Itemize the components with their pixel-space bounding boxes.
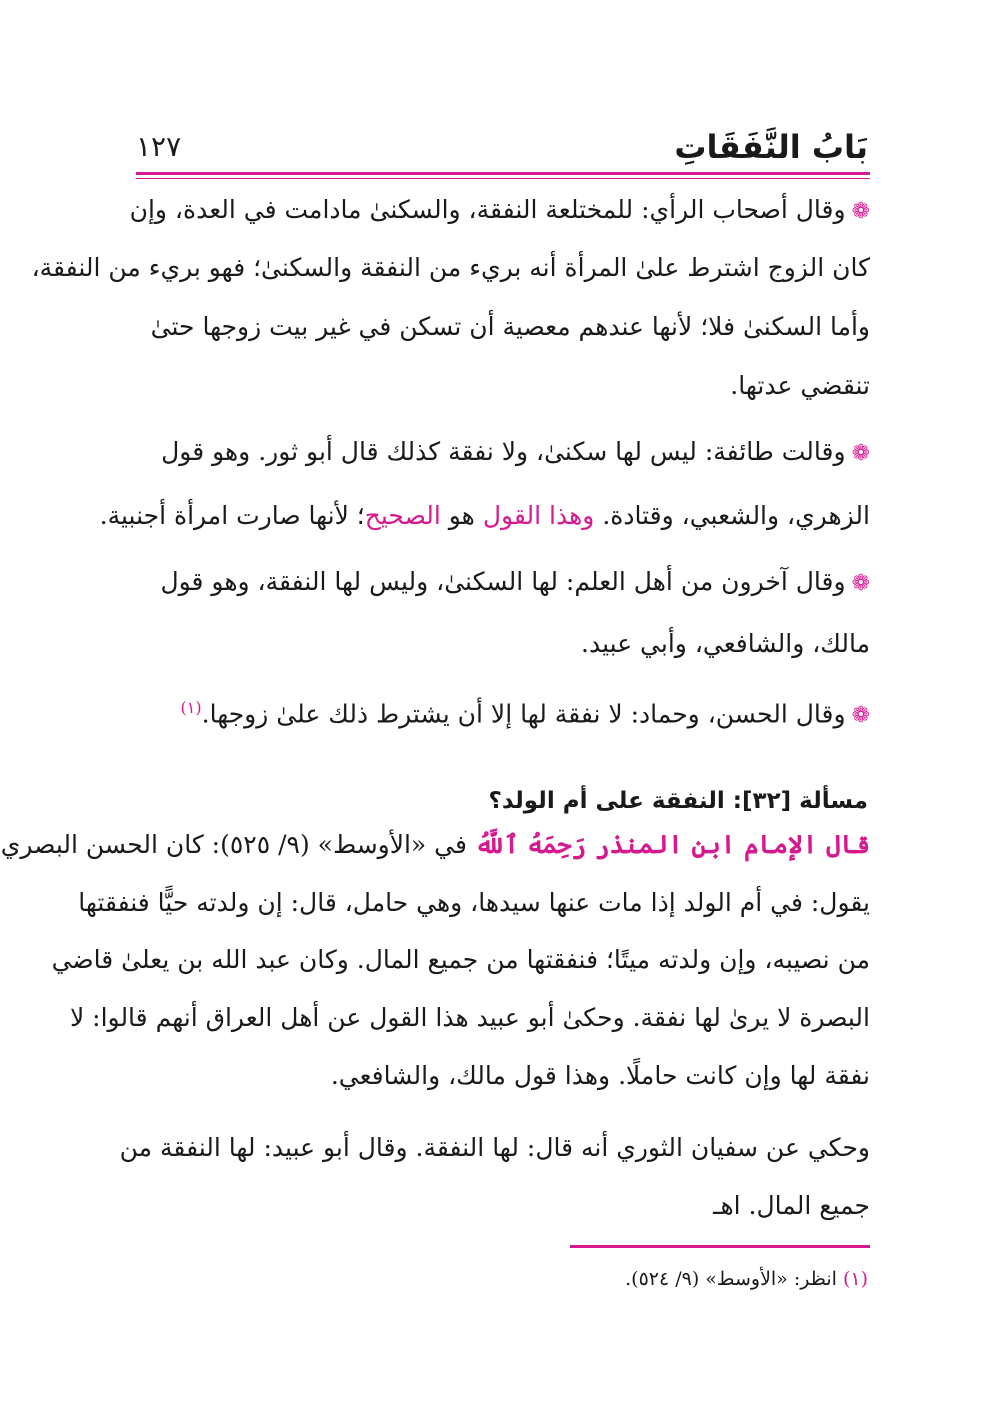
page-number: ١٢٧ <box>136 130 182 163</box>
section-line7: جميع المال. اهـ <box>713 1191 870 1220</box>
section-line1 <box>0 825 870 865</box>
flower-bullet-icon: ❁ <box>851 571 870 596</box>
p1-line2: كان الزوج اشترط علىٰ المرأة أنه بريء من النفقة والسكنىٰ؛ فهو بريء من النفقة، <box>31 253 870 282</box>
header-rule-thin <box>136 178 870 179</box>
section-line3: من نصيبه، وإن ولدته ميتًا؛ فنفقتها من جميع المال. وكان عبد الله بن يعلىٰ قاضي <box>51 945 870 974</box>
flower-bullet-icon: ❁ <box>851 703 870 729</box>
footnote-rule <box>570 1245 870 1248</box>
flower-bullet-icon: ❁ <box>851 441 870 466</box>
highlight-word: الصحيح <box>364 501 441 530</box>
text: وقال أصحاب الرأي: للمختلعة النفقة، والسكنىٰ مادامت في العدة، وإن <box>129 195 846 224</box>
highlight-phrase: وهذا القول <box>482 501 595 530</box>
p4-line1 <box>136 688 870 728</box>
footnote-text: انظر: «الأوسط» (٩/ ٥٢٤). <box>625 1268 843 1290</box>
p2-line2 <box>99 496 870 536</box>
p2-line1 <box>136 432 870 472</box>
p1-line1 <box>129 190 870 230</box>
section-line4: البصرة لا يرىٰ لها نفقة. وحكىٰ أبو عبيد هذا القول عن أهل العراق أنهم قالوا: لا <box>69 1003 870 1032</box>
chapter-title: بَابُ النَّفَقَاتِ <box>674 128 868 166</box>
p3-line1 <box>136 562 870 602</box>
section-line5: نفقة لها وإن كانت حاملًا. وهذا قول مالك، والشافعي. <box>330 1061 870 1090</box>
header-rule-thick <box>136 172 870 175</box>
p1-line4: تنقضي عدتها. <box>730 371 870 400</box>
section-line2: يقول: في أم الولد إذا مات عنها سيدها، وهي حامل، قال: إن ولدته حيًّا فنفقتها <box>78 888 870 917</box>
flower-bullet-icon: ❁ <box>851 199 870 224</box>
text: هو <box>440 501 483 530</box>
text: وقال الحسن، وحماد: لا نفقة لها إلا أن يشترط ذلك علىٰ زوجها. <box>201 699 846 729</box>
text: وقال آخرون من أهل العلم: لها السكنىٰ، وليس لها النفقة، وهو قول <box>160 567 846 596</box>
text: ؛ لأنها صارت امرأة أجنبية. <box>99 501 365 530</box>
text: وقالت طائفة: ليس لها سكنىٰ، ولا نفقة كذلك قال أبو ثور. وهو قول <box>161 437 846 466</box>
text: الزهري، والشعبي، وقتادة. <box>594 501 870 530</box>
p3-line2: مالك، والشافعي، وأبي عبيد. <box>581 629 870 658</box>
footnote-ref: (١) <box>180 698 202 717</box>
section-line6: وحكي عن سفيان الثوري أنه قال: لها النفقة. وقال أبو عبيد: لها النفقة من <box>119 1133 870 1162</box>
p1-line3: وأما السكنىٰ فلا؛ لأنها عندهم معصية أن تسكن في غير بيت زوجها حتىٰ <box>150 312 870 341</box>
author-name: قال الإمام ابن المنذر رَحِمَهُ ٱللَّهُ <box>474 830 870 859</box>
footnote <box>625 1268 868 1290</box>
text: في «الأوسط» (٩/ ٥٢٥): كان الحسن البصري <box>0 830 475 859</box>
issue-heading: مسألة [٣٢]: النفقة على أم الولد؟ <box>488 788 868 814</box>
footnote-number: (١) <box>842 1268 868 1290</box>
